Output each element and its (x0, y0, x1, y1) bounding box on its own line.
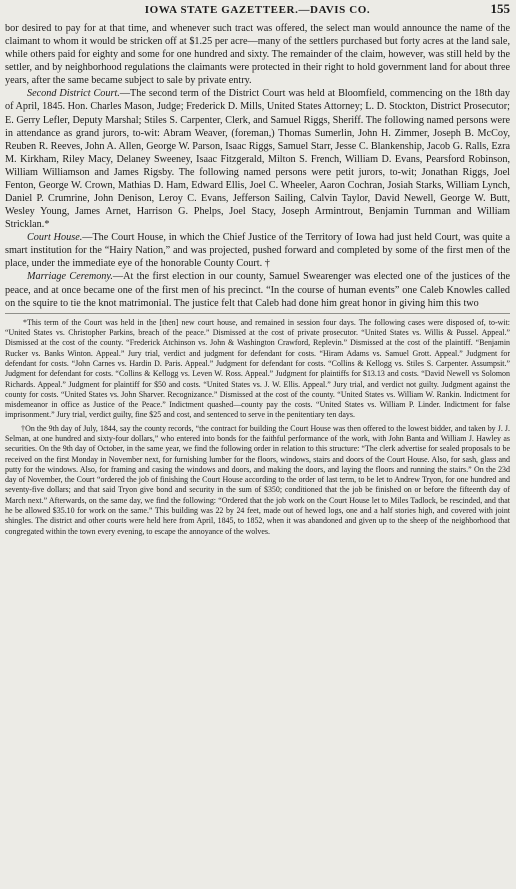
footnote-divider (5, 313, 510, 314)
paragraph-second-district-court (5, 87, 510, 231)
footnote-court-house: †On the 9th day of July, 1844, say the county records, “the contract for building the Court House was then offered to the lowest bidder, and taken by J. J. Selman, at one hundred and sixty-four dollars,” who entered into bonds for the faithful performance of the work, with John Banta and William J. Hawley as securities. On the 9th day of October, in the same year, we find the following order in relation to this structure: “The clerk advertise for sealed proposals to be received on the first Monday in November next, for furnishing lumber for the floors, windows, stairs and doors of the Court House. Also, for sash, glass and putty for the windows. Also, for framing and casing the windows and doors, and making the doors, and laying the floors and running the stairs.” On the 23d day of November, the Court “ordered the job of finishing the Court House according to the order of last term, to be let to Andrew Tryon, for one hundred and seventy-five dollars; and that said Tryon give bond and security in the sum of $350; conditioned that the job be finished on or before the fifteenth day of March next.” Afterwards, on the same day, we find the following: “Ordered that the job work on the Court House let to Miles Tadlock, be rescinded, and that he be allowed $35.10 for work on the same.” This building was 22 by 24 feet, made out of hewed logs, one and a half stories high, and covered with joint shingles. The district and other courts were held here from April, 1845, to 1852, when it was abandoned and given up to the sheep of the neighborhood that congregated within the town every evening, to escape the annoyance of the wolves. (5, 423, 510, 536)
paragraph-marriage-ceremony (5, 270, 510, 309)
page-header (5, 0, 510, 16)
footnotes (5, 318, 510, 537)
section-title-court-house: Court House. (27, 232, 83, 244)
footnote-court-term: *This term of the Court was held in the [then] new court house, and remained in session four days. The following cases were disposed of, to-wit: “United States vs. Christopher Parkins, breach of the peace.” Dismissed at the cost of private prosecutor. “United States vs. Willis & Pussel. Appeal.” Dismissed at the cost of the county. “Frederick Atchinson vs. John & Washington Crawford, Replevin.” Dismissed at the cost of the plaintiff. “Benjamin Rucker vs. Banks Winton. Appeal.” Jury trial, verdict and judgment for defendant for costs. “Hiram Adams vs. Samuel Grott. Appeal.” Judgment for defendant for costs. “John Carnes vs. Hardin D. Paris. Appeal.” Judgment for defendant for costs. “Collins & Kellogg vs. Stiles S. Carpenter. Assumpsit.” Judgment for defendant for costs. “Collins & Kellogg vs. Leven W. Ross. Appeal.” Judgment for plaintiffs for $13.13 and costs. “David Newell vs Solomon Richards. Appeal.” Judgment for plaintiff for $50 and costs. “United States vs. J. W. Ellis. Appeal.” Jury trial, and verdict not guilty. Judgment against the county for costs. “United States vs. John Sharver. Recognizance.” Dismissed at the cost of the county. “United States vs. William W. Rankin. Indictment for misdemeanor in office as Justice of the Peace.” Indictment quashed—county pay the costs. “United States vs. William P. Linder. Indictment for false imprisonment.” Jury trial, verdict guilty, fine $25 and cost, and sentenced to serve in the penitentiary ten days. (5, 317, 510, 420)
main-text (5, 22, 510, 310)
paragraph-text: —The Court House, in which the Chief Justice of the Territory of Iowa had just held Court, was quite a smart institution for the “Hairy Nation,” and was projected, pushed forward and completed by some of the first men of the place, under the immediate eye of the honorable County Court. (5, 232, 510, 270)
paragraph-text: —At the first election in our county, Samuel Swearenger was elected one of the justices of the peace, and at once became one of the first men of his precinct. “In the course of human events” one Caleb Knowles called on the squire to tie the knot matrimonial. The justice felt that Caleb had done him great honor in giving him this two (5, 271, 510, 309)
section-title-marriage-ceremony: Marriage Ceremony. (27, 271, 113, 283)
running-head: IOWA STATE GAZETTEER.—DAVIS CO. (144, 4, 371, 16)
paragraph-text: bor desired to pay for at that time, and whenever such tract was offered, the select man would announce the name of the claimant to whom it would be stricken off at $1.25 per acre—many of the settlers purchased but forty acres at the land sale, while others paid for eighty and some for one hundred and sixty. The remainder of the claim, however, was still held by the settler, and by neighborhood regulations the claimants were protected in their right to hold government land for about three years, after the same became subject to sale by private entry. (5, 23, 510, 87)
paragraph-court-house (5, 231, 510, 270)
footnote-marker: * (44, 219, 50, 231)
paragraph-text: —The second term of the District Court was held at Bloomfield, commencing on the 18th day of April, 1845. Hon. Charles Mason, Judge; Frederick D. Mills, United States Attorney; L. D. Stockton, District Prosecutor; E. Gerry Lefler, Deputy Marshal; Stiles S. Carpenter, Clerk, and Samuel Riggs, Sheriff. The following named persons were in attendance as grand jurors, to-wit: Abram Weaver, (foreman,) Thomas Sumerlin, John H. Zimmer, Joseph B. McCoy, Reuben R. Reeves, John A. Allen, George W. Parson, Isaac Riggs, Samuel Starr, Jesse C. Blankenship, Jacob G. Ralls, Ezra M. Kirkham, Riley Macy, Delaney Sweeney, Isaac Fitzgerald, Milton S. French, William D. Evans, Pearsford Robinson, William Williamson and James Rigsby. The following named persons were petit jurors, to-wit; Jonathan Riggs, Joel Fenton, George W. Crown, Mathias D. Ham, Edward Ellis, Joel C. Wheeler, Aaron Cochran, Josiah Starks, William Lynch, Daniel P. Crumrine, John Denison, Leroy C. Evans, Jefferson Sailing, Calvin Taylor, David Newell, George W. Butt, Wesley Young, James Arnet, Harrison G. Phelps, Joel Stacy, Joseph Armintrout, Benjamin Turnman and William Stricklan. (5, 88, 510, 231)
page-number: 155 (490, 1, 510, 16)
paragraph-claims (5, 22, 510, 87)
section-title-second-district-court: Second District Court. (27, 88, 120, 100)
footnote-marker: † (262, 258, 270, 270)
